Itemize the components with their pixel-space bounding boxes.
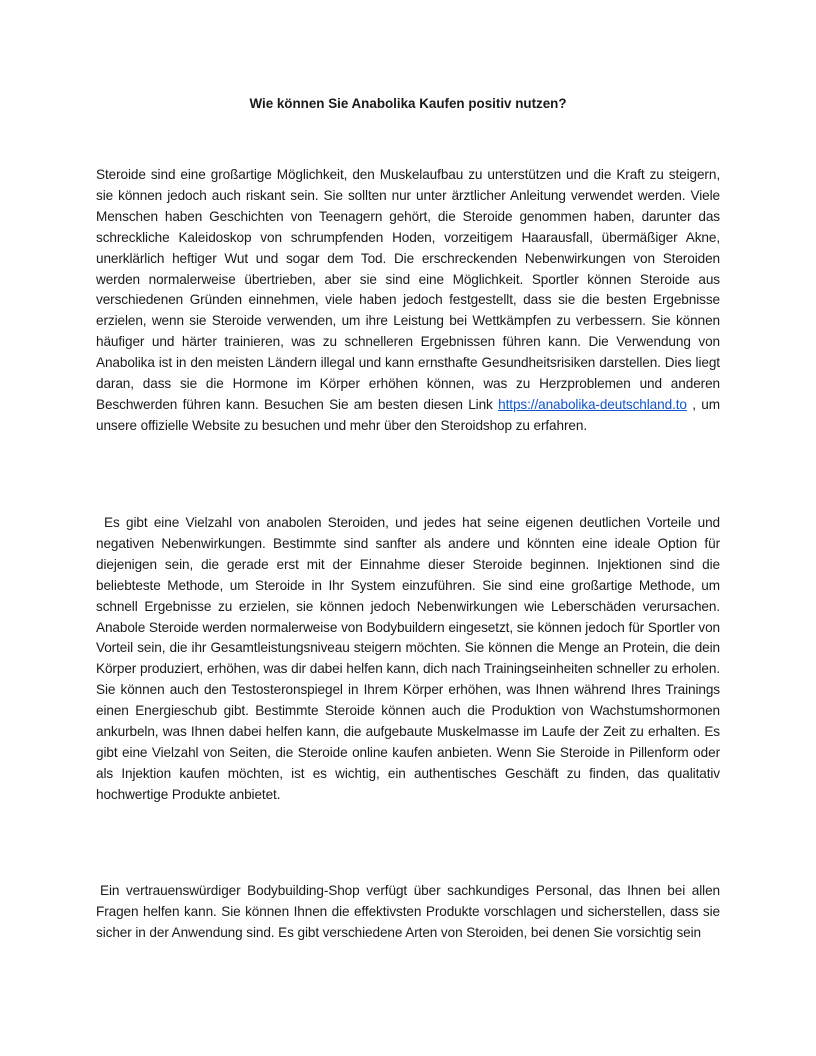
paragraph-3: Ein vertrauenswürdiger Bodybuilding-Shop verfügt über sachkundiges Personal, das Ihnen bei allen Fragen helfen kann. Sie können Ihnen die effektivsten Produkte vorschlagen und sicherstellen, dass sie sicher in der Anwendung sind. Es gibt verschiedene Arten von Steroiden, bei denen Sie vorsichtig sein [96,883,720,940]
paragraph-1-text: Steroide sind eine großartige Möglichkeit, den Muskelaufbau zu unterstützen und die Kraft zu steigern, sie können jedoch auch riskant sein. Sie sollten nur unter ärztlicher Anleitung verwendet werden. Viele Menschen haben Geschichten von Teenagern gehört, die Steroide genommen haben, darunter das schreckliche Kaleidoskop von schrumpfenden Hoden, vorzeitigem Haarausfall, übermäßiger Akne, unerklärlich heftiger Wut und sogar dem Tod. Die erschreckenden Nebenwirkungen von Steroiden werden normalerweise übertrieben, aber sie sind eine Möglichkeit. Sportler können Steroide aus verschiedenen Gründen einnehmen, viele haben jedoch festgestellt, dass sie die besten Ergebnisse erzielen, wenn sie Steroide verwenden, um ihre Leistung bei Wettkämpfen zu verbessern. Sie können häufiger und härter trainieren, was zu schnelleren Ergebnissen führen kann. Die Verwendung von Anabolika ist in den meisten Ländern illegal und kann ernsthafte Gesundheitsrisiken darstellen. Dies liegt daran, dass sie die Hormone im Körper erhöhen können, was zu Herzproblemen und anderen Beschwerden führen kann. Besuchen Sie am besten diesen Link [96,167,720,412]
document-title: Wie können Sie Anabolika Kaufen positiv nutzen? [249,96,567,111]
website-link[interactable]: https://anabolika-deutschland.to [498,396,687,412]
paragraph-1 [96,165,720,437]
paragraph-2: Es gibt eine Vielzahl von anabolen Steroiden, und jedes hat seine eigenen deutlichen Vorteile und negativen Nebenwirkungen. Bestimmte sind sanfter als andere und könnten eine ideale Option für diejenigen sein, die gerade erst mit der Einnahme dieser Steroide beginnen. Injektionen sind die beliebteste Methode, um Steroide in Ihr System einzuführen. Sie sind eine großartige Methode, um schnell Ergebnisse zu erzielen, sie können jedoch Nebenwirkungen wie Leberschäden verursachen. Anabole Steroide werden normalerweise von Bodybuildern eingesetzt, sie können jedoch für Sportler von Vorteil sein, die ihr Gesamtleistungsniveau steigern möchten. Sie können die Menge an Protein, die dein Körper produziert, erhöhen, was dir dabei helfen kann, dich nach Trainingseinheiten schneller zu erholen. Sie können auch den Testosteronspiegel in Ihrem Körper erhöhen, was Ihnen während Ihres Trainings einen Energieschub gibt. Bestimmte Steroide können auch die Produktion von Wachstumshormonen ankurbeln, was Ihnen dabei helfen kann, die aufgebaute Muskelmasse im Laufe der Zeit zu erhalten. Es gibt eine Vielzahl von Seiten, die Steroide online kaufen anbieten. Wenn Sie Steroide in Pillenform oder als Injektion kaufen möchten, ist es wichtig, ein authentisches Geschäft zu finden, das qualitativ hochwertige Produkte anbietet. [96,515,720,802]
paragraph-1-text-end: , um unsere offizielle Website zu besuchen und mehr über den Steroidshop zu erfahren. [96,396,720,433]
